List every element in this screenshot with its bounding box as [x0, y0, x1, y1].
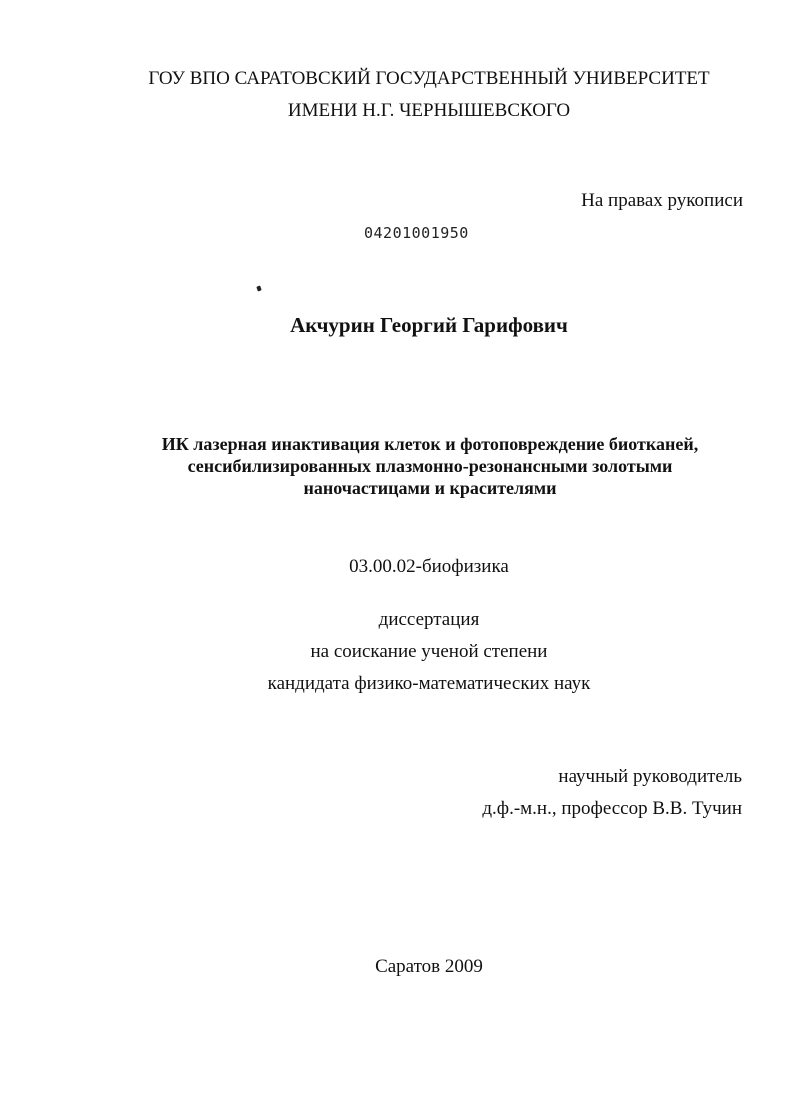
catalog-number-stamp: 04201001950	[364, 224, 469, 242]
organization-line-2: ИМЕНИ Н.Г. ЧЕРНЫШЕВСКОГО	[287, 100, 571, 121]
specialty-code: 03.00.02-биофизика	[349, 556, 509, 577]
degree-line-2: на соискание ученой степени	[310, 641, 548, 662]
author-name: Акчурин Георгий Гарифович	[290, 313, 568, 337]
supervisor-name: д.ф.-м.н., профессор В.В. Тучин	[482, 798, 742, 819]
title-line-1: ИК лазерная инактивация клеток и фотоповреждение биотканей,	[161, 434, 699, 454]
rights-notice: На правах рукописи	[581, 190, 743, 211]
degree-line-1: диссертация	[378, 609, 480, 630]
dissertation-title	[100, 433, 760, 499]
title-line-2: сенсибилизированных плазмонно-резонансными золотыми	[187, 456, 673, 476]
scan-speck	[256, 285, 261, 291]
degree-line-3: кандидата физико-математических наук	[267, 673, 591, 694]
organization-line-1: ГОУ ВПО САРАТОВСКИЙ ГОСУДАРСТВЕННЫЙ УНИВЕРСИТЕТ	[148, 68, 710, 89]
place-and-year: Саратов 2009	[375, 956, 483, 977]
supervisor-role: научный руководитель	[558, 766, 742, 787]
title-line-3: наночастицами и красителями	[303, 478, 557, 498]
